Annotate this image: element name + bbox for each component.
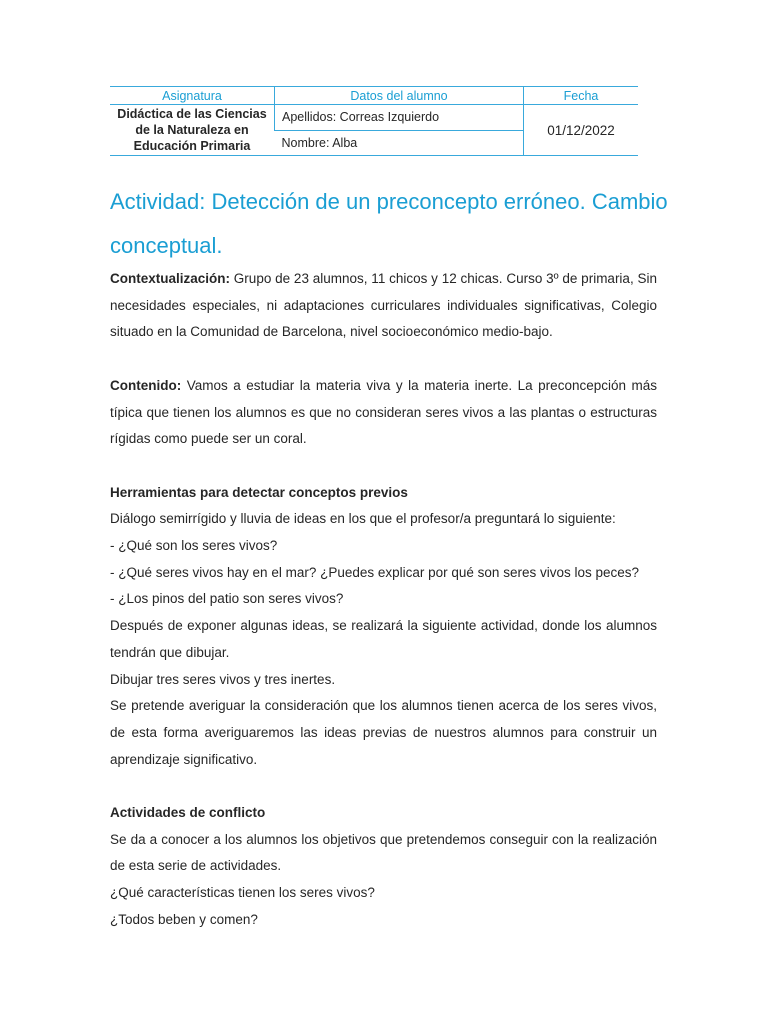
header-col-date: Fecha bbox=[524, 87, 639, 105]
contextualizacion-label: Contextualización: bbox=[110, 271, 231, 286]
header-col-student: Datos del alumno bbox=[275, 87, 524, 105]
conflicto-question-1: ¿Qué características tienen los seres vivos? bbox=[110, 885, 375, 901]
header-table bbox=[110, 86, 638, 156]
herramientas-question-3: - ¿Los pinos del patio son seres vivos? bbox=[110, 591, 344, 607]
contenido-paragraph bbox=[110, 373, 657, 453]
contenido-label: Contenido: bbox=[110, 377, 182, 393]
herramientas-question-1: - ¿Qué son los seres vivos? bbox=[110, 538, 278, 553]
herramientas-intro: Diálogo semirrígido y lluvia de ideas en los que el profesor/a preguntará lo siguiente: bbox=[110, 511, 616, 527]
apellidos-cell: Apellidos: Correas Izquierdo bbox=[275, 105, 524, 131]
header-col-subject: Asignatura bbox=[110, 87, 275, 105]
herramientas-paragraph-1: Después de exponer algunas ideas, se realizará la siguiente actividad, donde los alumnos tendrán que dibujar. bbox=[110, 618, 657, 660]
nombre-cell: Nombre: Alba bbox=[275, 130, 524, 156]
contextualizacion-paragraph bbox=[110, 266, 657, 346]
date-cell: 01/12/2022 bbox=[524, 105, 639, 156]
herramientas-heading-text: Herramientas para detectar conceptos previos bbox=[110, 484, 408, 500]
body-text bbox=[110, 266, 657, 934]
herramientas-question-2: - ¿Qué seres vivos hay en el mar? ¿Puedes explicar por qué son seres vivos los peces? bbox=[110, 564, 639, 580]
conflicto-question-2: ¿Todos beben y comen? bbox=[110, 911, 258, 927]
contenido-text: Vamos a estudiar la materia viva y la materia inerte. La preconcepción más típica que tienen los alumnos es que no consideran seres vivos a las plantas o estructuras rígidas como puede ser un coral. bbox=[110, 377, 657, 447]
page-title: Actividad: Detección de un preconcepto erróneo. Cambio conceptual. bbox=[110, 189, 668, 258]
conflicto-heading-text: Actividades de conflicto bbox=[110, 805, 266, 821]
herramientas-paragraph-2: Dibujar tres seres vivos y tres inertes. bbox=[110, 671, 336, 687]
conflicto-paragraph-1: Se da a conocer a los alumnos los objetivos que pretendemos conseguir con la realización de esta serie de actividades. bbox=[110, 831, 657, 874]
conflicto-heading bbox=[110, 800, 657, 827]
contextualizacion-text: Grupo de 23 alumnos, 11 chicos y 12 chicas. Curso 3º de primaria, Sin necesidades especiales, ni adaptaciones curriculares individuales significativas, Colegio situado en la Comunidad de Barcelona, nivel socioeconómico medio-bajo. bbox=[110, 271, 657, 340]
herramientas-heading bbox=[110, 480, 657, 507]
herramientas-paragraph-3: Se pretende averiguar la consideración que los alumnos tienen acerca de los seres vivos, de esta forma averiguaremos las ideas previas de nuestros alumnos para construir un aprendizaje significativo. bbox=[110, 698, 657, 767]
subject-cell: Didáctica de las Ciencias de la Naturaleza en Educación Primaria bbox=[110, 105, 275, 156]
